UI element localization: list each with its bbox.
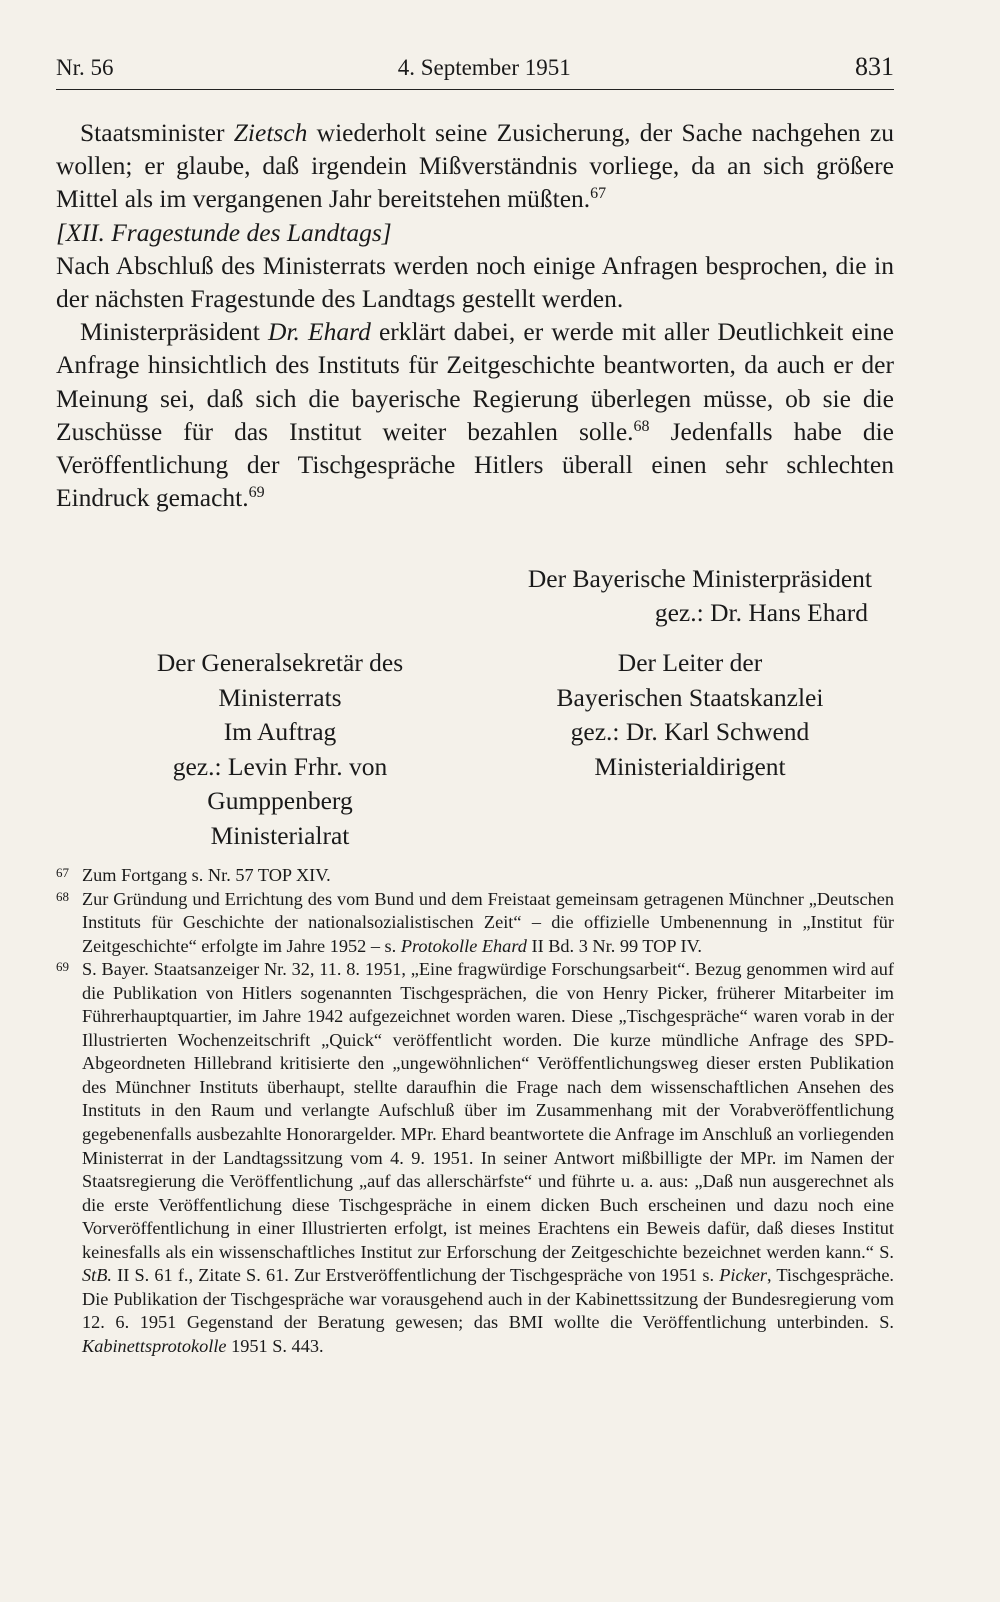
footnote-69	[56, 958, 894, 1358]
text-run: S. Bayer. Staatsanzeiger Nr. 32, 11. 8. 1951, „Eine fragwürdige Forschungsarbeit“. Bezug genommen wird auf die Publikation von Hitlers sogenannten Tischgesprächen, die von Henry Picker, früherer Mitarbeiter im Führerhauptquartier, im Jahre 1942 aufgezeichnet worden waren. Diese „Tischgespräche“ waren vorab in der Illustrierten Wochenzeitschrift „Quick“ veröffentlicht worden. Die kurze mündliche Anfrage des SPD-Abgeordneten Hillebrand kritisierte den „ungewöhnlichen“ Veröffentlichungsweg dieser ersten Publikation des Münchner Instituts überhaupt, stellte daraufhin die Frage nach dem wissenschaftlichen Ansehen des Instituts in den Raum und verlangte Aufschluß über im Zusammenhang mit der Vorabveröffentlichung gegebenenfalls ausbezahlte Honorargelder. MPr. Ehard beantwortete die Anfrage im Anschluß an vorliegenden Ministerrat in der Landtagssitzung vom 4. 9. 1951. In seiner Antwort mißbilligte der MPr. im Namen der Staatsregierung die Veröffentlichung „auf das allerschärfste“ und führte u. a. aus: „Daß nun ausgerechnet als die erste Veröffentlichung diese Tischgespräche in einem dicken Buch erscheinen und dazu noch eine Vorveröffentlichung in einer Illustrierten erfolgt, ist meines Erachtens ein Beweis dafür, daß dieses Institut keinesfalls als ein wissenschaftliches Institut zur Erforschung der Zeitgeschichte bezeichnet werden kann.“ S.	[82, 959, 894, 1262]
section-heading	[56, 216, 894, 249]
signature-note: Im Auftrag	[223, 717, 337, 746]
signature-general-secretary	[100, 646, 460, 853]
paragraph-fragestunde: Nach Abschluß des Ministerrats werden noch einige Anfragen besprochen, die in der nächsten Fragestunde des Landtags gestellt werden.	[56, 250, 894, 314]
footnote-ref-68[interactable]: 68	[633, 417, 650, 435]
footnote-67	[56, 864, 894, 888]
citation-title: StB.	[82, 1265, 112, 1286]
signature-title: Ministerrats	[218, 682, 342, 712]
document-number: Nr. 56	[56, 55, 114, 80]
footnote-number: 67	[56, 865, 69, 880]
text-run: Jedenfalls habe die Veröffentlichung der Tischgespräche Hitlers überall einen sehr schlechten Eindruck gemacht.	[56, 416, 894, 513]
signature-title: Der Generalsekretär des	[156, 648, 404, 677]
signature-title: Bayerischen Staatskanzlei	[556, 682, 824, 712]
signature-rank: Ministerialrat	[210, 820, 350, 850]
text-run: Ministerpräsident	[80, 317, 269, 347]
text-run: , Tischgespräche. Die Publikation der Tischgespräche war vorausgehend auch in der Kabinettssitzung der Bundesregierung vom 12. 6. 1951 Gegenstand der Beratung gewesen; das BMI wollte die Veröffentlichung unterbinden. S.	[82, 1265, 895, 1333]
signature-name: gez.: Dr. Karl Schwend	[570, 717, 810, 746]
session-date: 4. September 1951	[397, 55, 571, 80]
footnote-number: 69	[56, 959, 69, 975]
signature-name: gez.: Dr. Hans Ehard	[654, 598, 868, 627]
citation-title: Protokolle Ehard	[400, 935, 527, 956]
citation-title: Picker	[719, 1265, 767, 1286]
text-run: Zur Gründung und Errichtung des vom Bund und dem Freistaat gemeinsam getragenen Münchner „Deutschen Instituts für Geschichte der nationalsozialistischen Zeit“ – die offizielle Umbenennung in „Institut für Zeitgeschichte“ erfolgte im Jahre 1952 – s.	[82, 888, 894, 956]
footnote-ref-67[interactable]: 67	[590, 185, 607, 203]
page-number: 831	[854, 52, 894, 81]
footnotes	[56, 864, 894, 1358]
main-text	[56, 116, 894, 514]
paragraph-ehard	[56, 315, 894, 514]
text-run: erklärt dabei, er werde mit aller Deutlichkeit eine Anfrage hinsichtlich des Instituts für Zeitgeschichte beantworten, da auch er der Meinung sei, daß sich die bayerische Regierung überlegen müsse, ob sie die Zuschüsse für das Institut weiter bezahlen solle.	[56, 317, 894, 446]
footnote-ref-69[interactable]: 69	[248, 484, 265, 502]
signature-title: Der Leiter der	[617, 648, 763, 677]
person-name: Dr. Ehard	[268, 317, 371, 347]
text-run: wiederholt seine Zusicherung, der Sache nachgehen zu wollen; er glaube, daß irgendein Mißverständnis vorliege, da an sich größere Mittel als im vergangenen Jahr bereitstehen müßten.	[56, 118, 895, 214]
heading-text: [XII. Fragestunde des Landtags]	[56, 217, 392, 247]
text-run: II Bd. 3 Nr. 99 TOP IV.	[526, 935, 702, 956]
person-name: Zietsch	[233, 118, 308, 147]
text-run: Staatsminister	[80, 118, 234, 147]
citation-title: Kabinettsprotokolle	[82, 1335, 227, 1356]
footnote-text	[82, 958, 894, 1358]
signature-minister-president	[472, 562, 872, 630]
signature-chancellery-head	[530, 646, 850, 784]
running-header	[56, 52, 894, 90]
signature-name: gez.: Levin Frhr. von Gumppenberg	[172, 751, 388, 815]
footnote-text	[82, 888, 894, 959]
footnote-number: 68	[56, 888, 69, 904]
footnote-text: Zum Fortgang s. Nr. 57 TOP XIV.	[82, 865, 331, 885]
signature-rank: Ministerialdirigent	[594, 751, 786, 781]
paragraph-zietsch	[56, 116, 894, 216]
signature-title: Der Bayerische Ministerpräsident	[527, 564, 872, 593]
text-run: II S. 61 f., Zitate S. 61. Zur Erstveröffentlichung der Tischgespräche von 1951 s.	[111, 1265, 720, 1286]
footnote-68	[56, 888, 894, 959]
text-run: 1951 S. 443.	[226, 1335, 324, 1356]
